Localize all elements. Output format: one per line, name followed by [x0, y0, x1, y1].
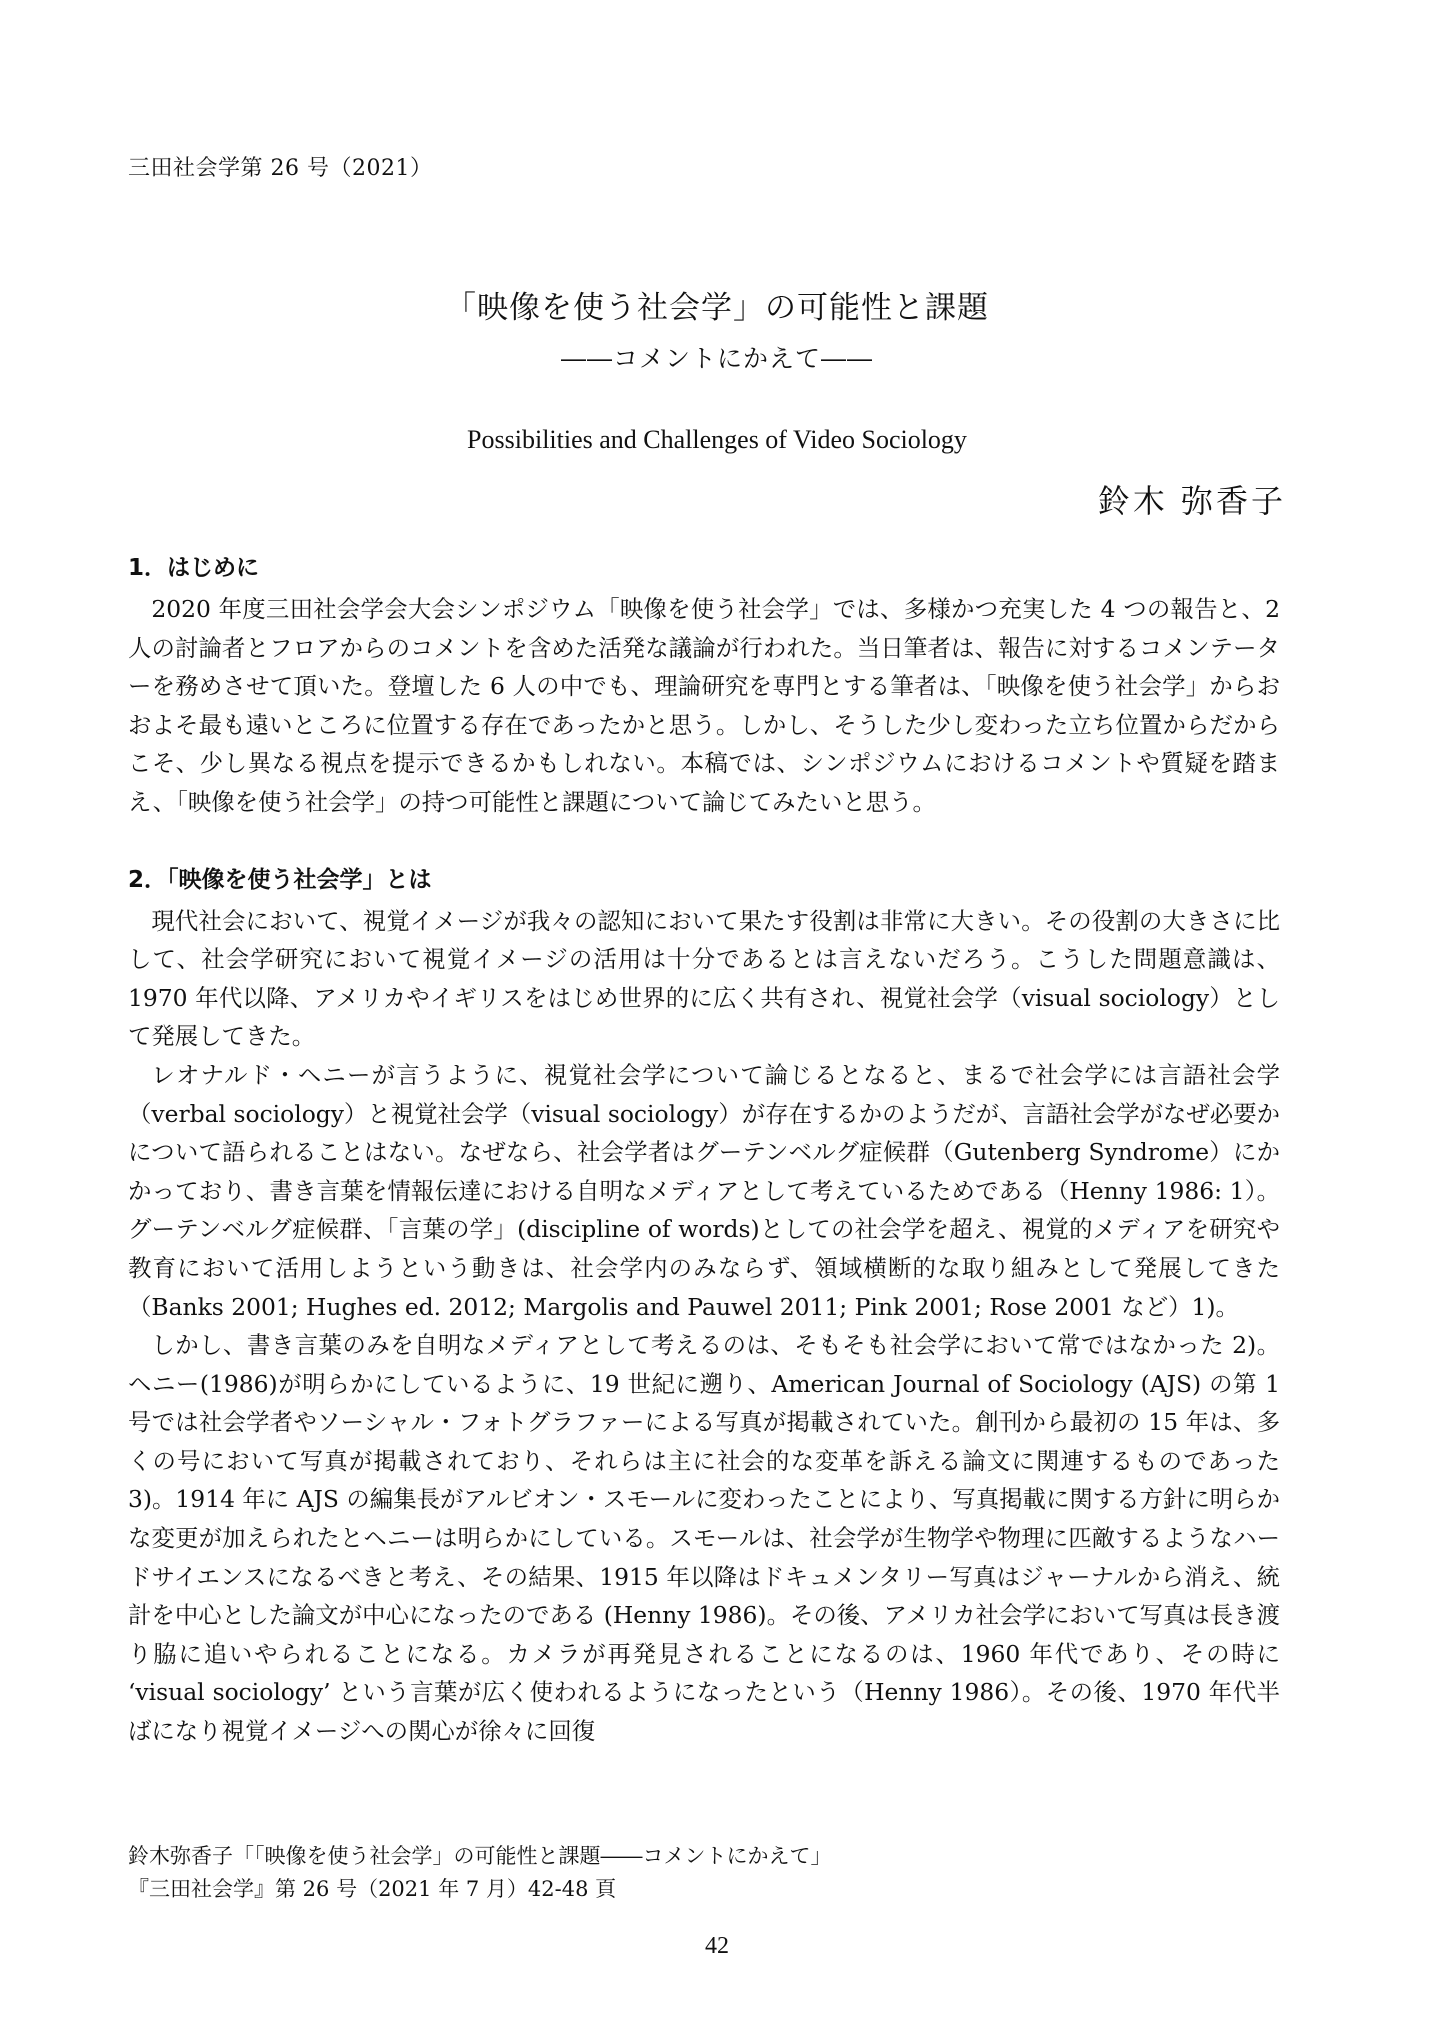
article-title: 「映像を使う社会学」の可能性と課題	[445, 290, 989, 326]
article-body	[128, 550, 1280, 1751]
section-heading-video-sociology: 2．「映像を使う社会学」とは	[128, 866, 432, 893]
citation-line: 鈴木弥香子「「映像を使う社会学」の可能性と課題――コメントにかえて」	[128, 1844, 832, 1868]
footer-citation	[128, 1840, 832, 1906]
english-title: Possibilities and Challenges of Video Sociology	[467, 425, 967, 454]
title-block	[0, 282, 1434, 455]
article-subtitle: ――コメントにかえて――	[560, 344, 873, 373]
paragraph: レオナルド・ヘニーが言うように、視覚社会学について論じるとなると、まるで社会学には言語社会学（verbal sociology）と視覚社会学（visual sociology）が存在するかのようだが、言語社会学がなぜ必要かについて語られることはない。なぜなら、社会学者はグーテンベルグ症候群（Gutenberg Syndrome）にかかっており、書き言葉を情報伝達における自明なメディアとして考えているためである（Henny 1986: 1）。グーテンベルグ症候群、「言葉の学」(discipline of words)としての社会学を超え、視覚的メディアを研究や教育において活用しようという動きは、社会学内のみならず、領域横断的な取り組みとして発展してきた（Banks 2001; Hughes ed. 2012; Margolis and Pauwel 2011; Pink 2001; Rose 2001 など）1)。	[128, 1060, 1280, 1321]
paragraph: 2020 年度三田社会学会大会シンポジウム「映像を使う社会学」では、多様かつ充実した 4 つの報告と、2 人の討論者とフロアからのコメントを含めた活発な議論が行われた。当日筆者は、報告に対するコメンテーターを務めさせて頂いた。登壇した 6 人の中でも、理論研究を専門とする筆者は、「映像を使う社会学」からおおよそ最も遠いところに位置する存在であったかと思う。しかし、そうした少し変わった立ち位置からだからこそ、少し異なる視点を提示できるかもしれない。本稿では、シンポジウムにおけるコメントや質疑を踏まえ、「映像を使う社会学」の持つ可能性と課題について論じてみたいと思う。	[128, 595, 1280, 816]
author-name: 鈴木 弥香子	[1097, 482, 1286, 520]
page-number: 42	[705, 1933, 729, 1959]
running-head: 三田社会学第 26 号（2021）	[128, 156, 433, 181]
citation-line: 『三田社会学』第 26 号（2021 年 7 月）42-48 頁	[128, 1877, 617, 1901]
paragraph: しかし、書き言葉のみを自明なメディアとして考えるのは、そもそも社会学において常ではなかった 2)。ヘニー(1986)が明らかにしているように、19 世紀に遡り、American Journal of Sociology (AJS) の第 1 号では社会学者やソーシャル・フォトグラファーによる写真が掲載されていた。創刊から最初の 15 年は、多くの号において写真が掲載されており、それらは主に社会的な変革を訴える論文に関連するものであった 3)。1914 年に AJS の編集長がアルビオン・スモールに変わったことにより、写真掲載に関する方針に明らかな変更が加えられたとヘニーは明らかにしている。スモールは、社会学が生物学や物理に匹敵するようなハードサイエンスになるべきと考え、その結果、1915 年以降はドキュメンタリー写真はジャーナルから消え、統計を中心とした論文が中心になったのである (Henny 1986)。その後、アメリカ社会学において写真は長き渡り脇に追いやられることになる。カメラが再発見されることになるのは、1960 年代であり、その時に ‘visual sociology’ という言葉が広く使われるようになったという（Henny 1986）。その後、1970 年代半ばになり視覚イメージへの関心が徐々に回復	[128, 1331, 1280, 1746]
section-heading-introduction: 1．はじめに	[128, 555, 260, 581]
paragraph: 現代社会において、視覚イメージが我々の認知において果たす役割は非常に大きい。その役割の大きさに比して、社会学研究において視覚イメージの活用は十分であるとは言えないだろう。こうした問題意識は、1970 年代以降、アメリカやイギリスをはじめ世界的に広く共有され、視覚社会学（visual sociology）として発展してきた。	[128, 906, 1280, 1051]
